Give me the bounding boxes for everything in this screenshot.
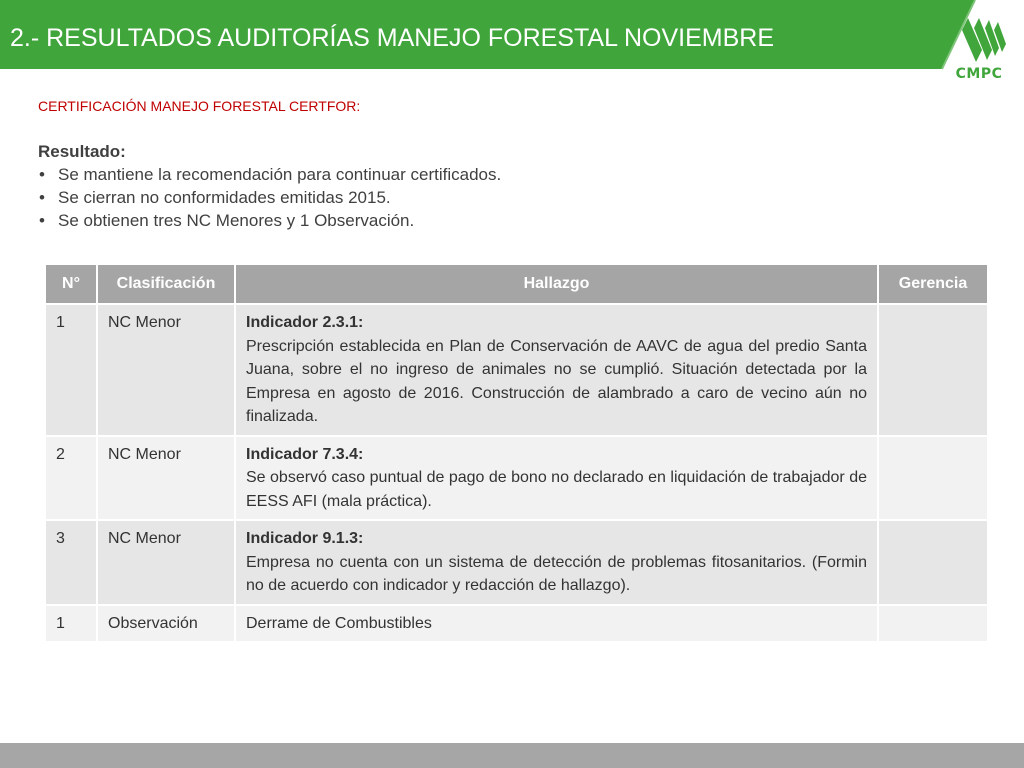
col-header-number: N° — [45, 264, 97, 304]
logo-text: CMPC — [955, 66, 1003, 82]
result-block — [38, 141, 658, 232]
cell-gerencia — [878, 605, 988, 643]
table-header-row — [45, 264, 988, 304]
col-header-clasificacion: Clasificación — [97, 264, 235, 304]
cell-number: 2 — [45, 436, 97, 521]
table-row — [45, 520, 988, 605]
table-row — [45, 304, 988, 436]
cell-number: 1 — [45, 304, 97, 436]
cell-gerencia — [878, 436, 988, 521]
cell-hallazgo — [235, 605, 878, 643]
result-heading: Resultado: — [38, 142, 126, 161]
table-row — [45, 436, 988, 521]
col-header-gerencia: Gerencia — [878, 264, 988, 304]
footer-bar — [0, 743, 1024, 768]
cell-hallazgo — [235, 436, 878, 521]
cell-clasificacion: Observación — [97, 605, 235, 643]
bullet-item: • Se mantiene la recomendación para continuar certificados. — [38, 163, 658, 186]
bullet-item: • Se cierran no conformidades emitidas 2015. — [38, 186, 658, 209]
findings-table — [44, 263, 989, 643]
cell-number: 1 — [45, 605, 97, 643]
col-header-hallazgo: Hallazgo — [235, 264, 878, 304]
cell-gerencia — [878, 520, 988, 605]
cell-number: 3 — [45, 520, 97, 605]
hallazgo-text: Prescripción establecida en Plan de Conservación de AAVC de agua del predio Santa Juana, sobre el no ingreso de animales no se cumplió. Situación detectada por la Empresa en agosto de 2016. Construcción de alambrado a caro de vecino aún no finalizada. — [246, 337, 867, 425]
hallazgo-text: Se observó caso puntual de pago de bono no declarado en liquidación de trabajador de EESS AFI (mala práctica). — [246, 469, 867, 510]
cell-gerencia — [878, 304, 988, 436]
hallazgo-text: Empresa no cuenta con un sistema de detección de problemas fitosanitarios. (Formin no de acuerdo con indicador y redacción de hallazgo). — [246, 553, 867, 594]
cell-hallazgo — [235, 304, 878, 436]
indicator-label: Indicador 7.3.4: — [246, 445, 364, 463]
indicator-label: Indicador 2.3.1: — [246, 314, 364, 331]
certification-title: CERTIFICACIÓN MANEJO FORESTAL CERTFOR: — [38, 98, 361, 114]
cell-clasificacion: NC Menor — [97, 304, 235, 436]
indicator-label: Indicador 9.1.3: — [246, 530, 364, 547]
table-row — [45, 605, 988, 643]
hallazgo-text: Derrame de Combustibles — [246, 614, 432, 632]
cell-clasificacion: NC Menor — [97, 436, 235, 521]
result-bullets — [38, 163, 658, 232]
cell-hallazgo — [235, 520, 878, 605]
cell-clasificacion: NC Menor — [97, 520, 235, 605]
bullet-item: • Se obtienen tres NC Menores y 1 Observación. — [38, 209, 658, 232]
page-title: 2.- RESULTADOS AUDITORÍAS MANEJO FORESTAL NOVIEMBRE — [10, 24, 775, 52]
